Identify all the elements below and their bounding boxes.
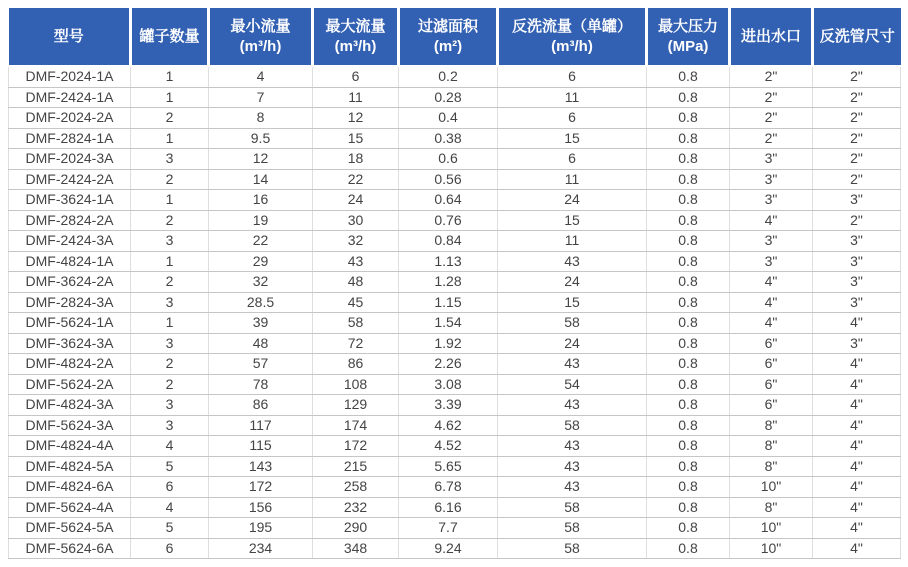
value-cell: 0.8: [647, 87, 730, 108]
model-cell: DMF-5624-1A: [9, 313, 131, 334]
value-cell: 39: [209, 313, 313, 334]
table-row: [9, 436, 901, 457]
table-row: [9, 333, 901, 354]
value-cell: 3.08: [399, 374, 498, 395]
model-cell: DMF-4824-5A: [9, 456, 131, 477]
value-cell: 6.16: [399, 497, 498, 518]
model-cell: DMF-2824-2A: [9, 210, 131, 231]
value-cell: 0.8: [647, 190, 730, 211]
model-cell: DMF-4824-6A: [9, 477, 131, 498]
value-cell: 24: [498, 333, 647, 354]
table-row: [9, 518, 901, 539]
value-cell: 43: [498, 477, 647, 498]
table-row: [9, 108, 901, 129]
value-cell: 28.5: [209, 292, 313, 313]
table-row: [9, 313, 901, 334]
value-cell: 48: [209, 333, 313, 354]
value-cell: 6: [498, 66, 647, 87]
value-cell: 6": [730, 395, 813, 416]
model-cell: DMF-3624-3A: [9, 333, 131, 354]
value-cell: 0.8: [647, 456, 730, 477]
column-header-7: [730, 8, 813, 66]
value-cell: 9.24: [399, 538, 498, 559]
value-cell: 0.8: [647, 313, 730, 334]
value-cell: 4.62: [399, 415, 498, 436]
value-cell: 0.8: [647, 251, 730, 272]
value-cell: 2: [131, 169, 209, 190]
column-header-8: [813, 8, 901, 66]
value-cell: 43: [498, 395, 647, 416]
value-cell: 1: [131, 251, 209, 272]
column-header-4: [399, 8, 498, 66]
value-cell: 18: [313, 149, 399, 170]
value-cell: 58: [498, 518, 647, 539]
value-cell: 24: [498, 190, 647, 211]
value-cell: 10": [730, 538, 813, 559]
value-cell: 2: [131, 210, 209, 231]
value-cell: 0.8: [647, 210, 730, 231]
value-cell: 1.15: [399, 292, 498, 313]
value-cell: 15: [498, 292, 647, 313]
value-cell: 2": [813, 87, 901, 108]
value-cell: 7.7: [399, 518, 498, 539]
value-cell: 4": [813, 374, 901, 395]
value-cell: 4": [813, 477, 901, 498]
value-cell: 6: [498, 108, 647, 129]
value-cell: 6: [313, 66, 399, 87]
model-cell: DMF-2824-1A: [9, 128, 131, 149]
value-cell: 108: [313, 374, 399, 395]
value-cell: 0.8: [647, 354, 730, 375]
value-cell: 117: [209, 415, 313, 436]
value-cell: 0.8: [647, 518, 730, 539]
value-cell: 3": [730, 190, 813, 211]
value-cell: 72: [313, 333, 399, 354]
value-cell: 195: [209, 518, 313, 539]
column-header-label: 最大压力: [657, 17, 718, 35]
value-cell: 2": [813, 169, 901, 190]
value-cell: 14: [209, 169, 313, 190]
filter-spec-table: [8, 8, 901, 559]
value-cell: 78: [209, 374, 313, 395]
column-header-label: 反洗管尺寸: [819, 27, 895, 45]
value-cell: 3: [131, 415, 209, 436]
value-cell: 8": [730, 436, 813, 457]
value-cell: 58: [498, 538, 647, 559]
value-cell: 11: [498, 231, 647, 252]
model-cell: DMF-3624-1A: [9, 190, 131, 211]
value-cell: 3": [813, 251, 901, 272]
value-cell: 172: [313, 436, 399, 457]
value-cell: 2: [131, 354, 209, 375]
value-cell: 290: [313, 518, 399, 539]
value-cell: 1: [131, 87, 209, 108]
value-cell: 6": [730, 333, 813, 354]
table-row: [9, 272, 901, 293]
value-cell: 6": [730, 374, 813, 395]
model-cell: DMF-2024-2A: [9, 108, 131, 129]
table-row: [9, 292, 901, 313]
value-cell: 8": [730, 456, 813, 477]
value-cell: 4.52: [399, 436, 498, 457]
column-header-label: 最大流量: [325, 17, 386, 35]
table-row: [9, 415, 901, 436]
value-cell: 4": [730, 292, 813, 313]
value-cell: 3: [131, 149, 209, 170]
value-cell: 54: [498, 374, 647, 395]
value-cell: 86: [313, 354, 399, 375]
value-cell: 58: [498, 497, 647, 518]
value-cell: 0.56: [399, 169, 498, 190]
value-cell: 15: [498, 128, 647, 149]
value-cell: 32: [209, 272, 313, 293]
column-header-unit: (m²): [433, 37, 463, 55]
table-row: [9, 190, 901, 211]
value-cell: 58: [498, 415, 647, 436]
value-cell: 4": [730, 210, 813, 231]
value-cell: 2": [813, 149, 901, 170]
value-cell: 0.8: [647, 497, 730, 518]
model-cell: DMF-5624-5A: [9, 518, 131, 539]
model-cell: DMF-2424-2A: [9, 169, 131, 190]
value-cell: 22: [313, 169, 399, 190]
value-cell: 215: [313, 456, 399, 477]
value-cell: 172: [209, 477, 313, 498]
value-cell: 1: [131, 313, 209, 334]
table-body: [9, 66, 901, 559]
value-cell: 16: [209, 190, 313, 211]
table-row: [9, 251, 901, 272]
table-row: [9, 231, 901, 252]
column-header-label: 过滤面积: [417, 17, 478, 35]
value-cell: 22: [209, 231, 313, 252]
value-cell: 4: [131, 497, 209, 518]
table-row: [9, 354, 901, 375]
value-cell: 0.8: [647, 436, 730, 457]
column-header-unit: (m³/h): [551, 37, 593, 55]
table-row: [9, 497, 901, 518]
value-cell: 12: [313, 108, 399, 129]
header-row: [9, 8, 901, 66]
value-cell: 174: [313, 415, 399, 436]
value-cell: 11: [313, 87, 399, 108]
value-cell: 4": [730, 313, 813, 334]
column-header-1: [131, 8, 209, 66]
model-cell: DMF-5624-4A: [9, 497, 131, 518]
value-cell: 0.8: [647, 395, 730, 416]
value-cell: 43: [498, 436, 647, 457]
value-cell: 6: [131, 477, 209, 498]
value-cell: 1: [131, 128, 209, 149]
table-row: [9, 210, 901, 231]
value-cell: 58: [498, 313, 647, 334]
value-cell: 0.8: [647, 169, 730, 190]
value-cell: 4": [813, 518, 901, 539]
value-cell: 4": [730, 272, 813, 293]
model-cell: DMF-4824-1A: [9, 251, 131, 272]
value-cell: 3": [813, 231, 901, 252]
model-cell: DMF-2424-1A: [9, 87, 131, 108]
value-cell: 3": [813, 292, 901, 313]
column-header-label: 进出水口: [740, 27, 801, 45]
value-cell: 3": [813, 272, 901, 293]
model-cell: DMF-5624-6A: [9, 538, 131, 559]
value-cell: 0.8: [647, 108, 730, 129]
value-cell: 58: [313, 313, 399, 334]
value-cell: 348: [313, 538, 399, 559]
value-cell: 258: [313, 477, 399, 498]
value-cell: 3: [131, 292, 209, 313]
value-cell: 6.78: [399, 477, 498, 498]
value-cell: 43: [498, 354, 647, 375]
table-row: [9, 169, 901, 190]
column-header-5: [498, 8, 647, 66]
value-cell: 9.5: [209, 128, 313, 149]
value-cell: 29: [209, 251, 313, 272]
value-cell: 1.92: [399, 333, 498, 354]
value-cell: 24: [498, 272, 647, 293]
value-cell: 15: [498, 210, 647, 231]
value-cell: 0.2: [399, 66, 498, 87]
value-cell: 0.76: [399, 210, 498, 231]
value-cell: 0.8: [647, 477, 730, 498]
value-cell: 0.8: [647, 333, 730, 354]
value-cell: 11: [498, 169, 647, 190]
column-header-label: 罐子数量: [139, 27, 200, 45]
value-cell: 0.84: [399, 231, 498, 252]
value-cell: 4": [813, 456, 901, 477]
model-cell: DMF-2424-3A: [9, 231, 131, 252]
value-cell: 4": [813, 538, 901, 559]
value-cell: 2": [813, 66, 901, 87]
table-row: [9, 66, 901, 87]
value-cell: 3: [131, 231, 209, 252]
value-cell: 4": [813, 395, 901, 416]
model-cell: DMF-4824-3A: [9, 395, 131, 416]
value-cell: 0.8: [647, 374, 730, 395]
value-cell: 1: [131, 66, 209, 87]
value-cell: 234: [209, 538, 313, 559]
value-cell: 2": [730, 66, 813, 87]
value-cell: 0.4: [399, 108, 498, 129]
value-cell: 1.13: [399, 251, 498, 272]
value-cell: 15: [313, 128, 399, 149]
value-cell: 86: [209, 395, 313, 416]
column-header-label: 最小流量: [230, 17, 291, 35]
value-cell: 7: [209, 87, 313, 108]
value-cell: 0.8: [647, 538, 730, 559]
column-header-0: [9, 8, 131, 66]
value-cell: 19: [209, 210, 313, 231]
table-row: [9, 538, 901, 559]
column-header-2: [209, 8, 313, 66]
value-cell: 24: [313, 190, 399, 211]
column-header-unit: (MPa): [667, 37, 709, 55]
value-cell: 6: [498, 149, 647, 170]
value-cell: 3.39: [399, 395, 498, 416]
model-cell: DMF-5624-3A: [9, 415, 131, 436]
value-cell: 10": [730, 518, 813, 539]
model-cell: DMF-5624-2A: [9, 374, 131, 395]
value-cell: 0.8: [647, 66, 730, 87]
model-cell: DMF-2024-1A: [9, 66, 131, 87]
value-cell: 156: [209, 497, 313, 518]
model-cell: DMF-4824-4A: [9, 436, 131, 457]
value-cell: 3": [730, 251, 813, 272]
value-cell: 4": [813, 354, 901, 375]
value-cell: 5: [131, 456, 209, 477]
model-cell: DMF-3624-2A: [9, 272, 131, 293]
value-cell: 2": [813, 108, 901, 129]
table-header: [9, 8, 901, 66]
column-header-label: 型号: [53, 27, 84, 45]
value-cell: 30: [313, 210, 399, 231]
value-cell: 8": [730, 415, 813, 436]
table-row: [9, 149, 901, 170]
value-cell: 10": [730, 477, 813, 498]
table-row: [9, 87, 901, 108]
value-cell: 5.65: [399, 456, 498, 477]
value-cell: 45: [313, 292, 399, 313]
value-cell: 43: [313, 251, 399, 272]
value-cell: 232: [313, 497, 399, 518]
column-header-label: 反洗流量（单罐）: [511, 17, 632, 35]
value-cell: 4: [131, 436, 209, 457]
model-cell: DMF-2024-3A: [9, 149, 131, 170]
value-cell: 0.64: [399, 190, 498, 211]
value-cell: 0.8: [647, 149, 730, 170]
value-cell: 0.8: [647, 292, 730, 313]
value-cell: 2": [730, 87, 813, 108]
value-cell: 0.8: [647, 415, 730, 436]
value-cell: 115: [209, 436, 313, 457]
value-cell: 2: [131, 272, 209, 293]
value-cell: 1: [131, 190, 209, 211]
value-cell: 2": [813, 128, 901, 149]
table-row: [9, 395, 901, 416]
value-cell: 8: [209, 108, 313, 129]
value-cell: 0.8: [647, 272, 730, 293]
value-cell: 4": [813, 497, 901, 518]
value-cell: 2: [131, 374, 209, 395]
value-cell: 3": [730, 149, 813, 170]
value-cell: 1.28: [399, 272, 498, 293]
column-header-unit: (m³/h): [334, 37, 377, 55]
value-cell: 57: [209, 354, 313, 375]
value-cell: 2: [131, 108, 209, 129]
value-cell: 2": [730, 108, 813, 129]
value-cell: 0.6: [399, 149, 498, 170]
value-cell: 3: [131, 333, 209, 354]
value-cell: 0.8: [647, 128, 730, 149]
value-cell: 43: [498, 456, 647, 477]
column-header-6: [647, 8, 730, 66]
column-header-3: [313, 8, 399, 66]
value-cell: 3": [730, 169, 813, 190]
value-cell: 3": [813, 190, 901, 211]
value-cell: 2": [813, 210, 901, 231]
value-cell: 0.28: [399, 87, 498, 108]
value-cell: 32: [313, 231, 399, 252]
table-row: [9, 456, 901, 477]
value-cell: 11: [498, 87, 647, 108]
value-cell: 6: [131, 538, 209, 559]
value-cell: 0.8: [647, 231, 730, 252]
model-cell: DMF-2824-3A: [9, 292, 131, 313]
value-cell: 3": [730, 231, 813, 252]
model-cell: DMF-4824-2A: [9, 354, 131, 375]
value-cell: 4": [813, 313, 901, 334]
value-cell: 1.54: [399, 313, 498, 334]
value-cell: 3": [813, 333, 901, 354]
value-cell: 129: [313, 395, 399, 416]
value-cell: 3: [131, 395, 209, 416]
table-row: [9, 477, 901, 498]
value-cell: 8": [730, 497, 813, 518]
table-row: [9, 374, 901, 395]
value-cell: 4: [209, 66, 313, 87]
value-cell: 143: [209, 456, 313, 477]
value-cell: 0.38: [399, 128, 498, 149]
table-row: [9, 128, 901, 149]
value-cell: 2.26: [399, 354, 498, 375]
value-cell: 43: [498, 251, 647, 272]
value-cell: 5: [131, 518, 209, 539]
column-header-unit: (m³/h): [239, 37, 282, 55]
value-cell: 4": [813, 436, 901, 457]
value-cell: 12: [209, 149, 313, 170]
value-cell: 48: [313, 272, 399, 293]
value-cell: 6": [730, 354, 813, 375]
value-cell: 4": [813, 415, 901, 436]
value-cell: 2": [730, 128, 813, 149]
